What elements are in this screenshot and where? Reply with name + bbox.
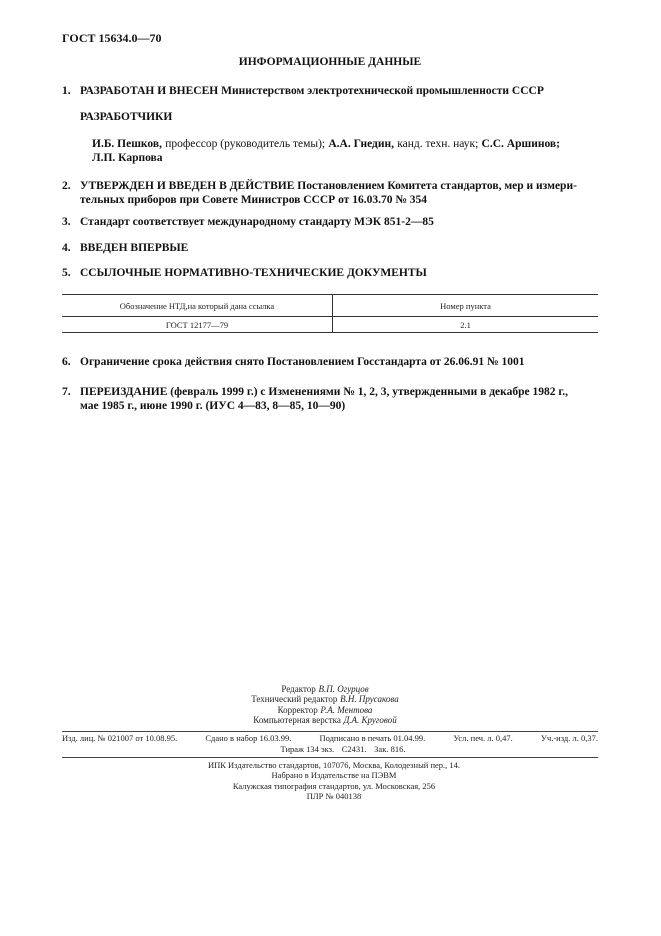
staff-name: Д.А. Круговой [343, 715, 397, 725]
item-text: Ограничение срока действия снято Постановлением Госстандарта от 26.06.91 № 1001 [80, 356, 525, 368]
staff-name: В.Н. Прусакова [340, 694, 399, 704]
staff-role: Редактор [281, 684, 316, 694]
staff-role: Технический редактор [251, 694, 338, 704]
item-2 [62, 179, 577, 193]
developers-line [92, 137, 560, 151]
item-7 [62, 385, 568, 399]
developers-line [92, 151, 163, 165]
publisher-line: ИПК Издательство стандартов, 107076, Москва, Колодезный пер., 14. [207, 760, 461, 770]
table-header-cell: Обозначение НТД,на который дана ссылка [62, 295, 333, 317]
item-text: УТВЕРЖДЕН И ВВЕДЕН В ДЕЙСТВИЕ Постановлением Комитета стандартов, мер и измери- [80, 180, 577, 192]
item-number: 3. [62, 216, 71, 228]
divider [62, 731, 598, 732]
colophon-staff-line [52, 694, 598, 705]
item-text: ССЫЛОЧНЫЕ НОРМАТИВНО-ТЕХНИЧЕСКИЕ ДОКУМЕНТЫ [80, 267, 427, 279]
imprint-line [62, 744, 624, 754]
reference-table [62, 294, 598, 333]
item-text: ВВЕДЕН ВПЕРВЫЕ [80, 242, 189, 254]
developer-name: И.Б. Пешков, [92, 138, 162, 150]
item-7-continuation: мае 1985 г., июне 1990 г. (ИУС 4—83, 8—85, 10—90) [80, 400, 346, 412]
imprint-segment: Сдано в набор 16.03.99. [205, 733, 292, 743]
table-header-row [62, 295, 598, 317]
item-text: Стандарт соответствует международному стандарту МЭК 851-2—85 [80, 216, 434, 228]
publisher-line: ПЛР № 040138 [306, 791, 362, 801]
table-cell: 2.1 [333, 317, 599, 333]
table-row [62, 317, 598, 333]
standard-code: ГОСТ 15634.0—70 [62, 31, 162, 45]
item-3 [62, 215, 434, 229]
developer-role: профессор (руководитель темы); [165, 138, 326, 150]
staff-name: В.П. Огурцов [318, 684, 369, 694]
divider [62, 757, 598, 758]
imprint-segment: Подписано в печать 01.04.99. [319, 733, 426, 743]
item-4 [62, 241, 188, 255]
staff-role: Компьютерная верстка [253, 715, 341, 725]
table-cell: ГОСТ 12177—79 [62, 317, 333, 333]
developer-role: канд. техн. наук; [397, 138, 479, 150]
staff-role: Корректор [277, 705, 318, 715]
developer-name: С.С. Аршинов; [481, 138, 560, 150]
imprint-line [62, 733, 598, 743]
item-5 [62, 266, 427, 280]
item-number: 2. [62, 180, 71, 192]
developers-heading: РАЗРАБОТЧИКИ [80, 111, 173, 123]
imprint-segment: Изд. лиц. № 021007 от 10.08.95. [62, 733, 178, 743]
colophon-staff-line [52, 715, 598, 726]
item-number: 1. [62, 85, 71, 97]
item-text: РАЗРАБОТАН И ВНЕСЕН Министерством электротехнической промышленности СССР [80, 85, 544, 97]
item-number: 5. [62, 267, 71, 279]
imprint-segment: С2431. [341, 744, 367, 754]
table-header-cell: Номер пункта [333, 295, 599, 317]
page-title: ИНФОРМАЦИОННЫЕ ДАННЫЕ [238, 56, 422, 68]
developer-name: Л.П. Карпова [92, 152, 163, 164]
staff-name: Р.А. Ментова [320, 705, 373, 715]
item-6 [62, 355, 524, 369]
developer-name: А.А. Гнедин, [328, 138, 394, 150]
imprint-segment: Тираж 134 экз. [280, 744, 335, 754]
item-text: ПЕРЕИЗДАНИЕ (февраль 1999 г.) с Изменениями № 1, 2, 3, утвержденными в декабре 1982 г., [80, 386, 569, 398]
publisher-line: Набрано в Издательстве на ПЭВМ [271, 770, 397, 780]
imprint-segment: Усл. печ. л. 0,47. [453, 733, 513, 743]
publisher-line: Калужская типография стандартов, ул. Московская, 256 [232, 781, 436, 791]
item-number: 7. [62, 386, 71, 398]
imprint-segment: Уч.-изд. л. 0,37. [540, 733, 598, 743]
item-2-continuation: тельных приборов при Совете Министров СССР от 16.03.70 № 354 [80, 194, 428, 206]
item-number: 4. [62, 242, 71, 254]
item-1 [62, 84, 544, 98]
item-number: 6. [62, 356, 71, 368]
imprint-segment: Зак. 816. [374, 744, 406, 754]
